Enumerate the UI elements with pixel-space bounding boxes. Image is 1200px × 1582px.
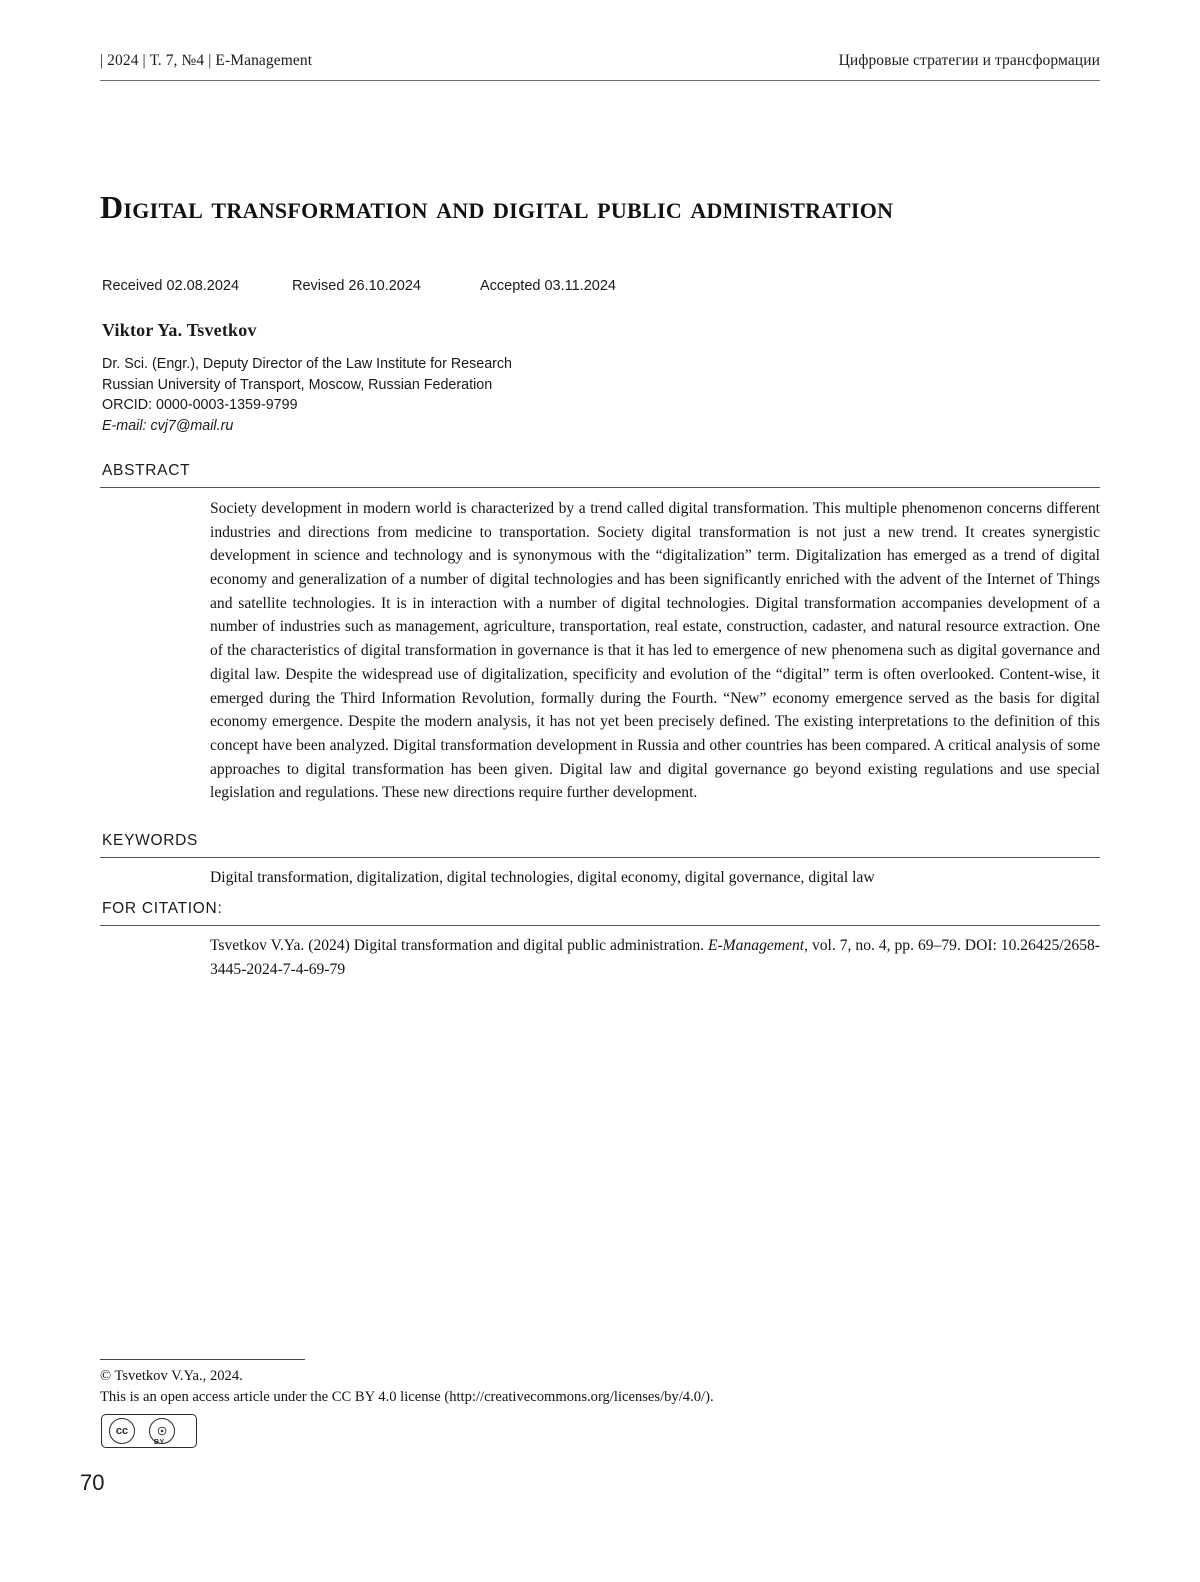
running-head-right: Цифровые стратегии и трансформации: [838, 52, 1100, 69]
author-email[interactable]: E-mail: cvj7@mail.ru: [102, 418, 234, 435]
abstract-heading: ABSTRACT: [102, 462, 191, 479]
keywords-divider: [100, 857, 1100, 858]
running-head: [100, 52, 1100, 70]
affiliation-line-2: Russian University of Transport, Moscow, Russian Federation: [102, 376, 493, 393]
date-revised: Revised 26.10.2024: [292, 278, 421, 294]
citation-text: [210, 934, 1100, 981]
article-dates: [102, 278, 616, 294]
page-title: Digital transformation and digital public administration: [100, 189, 894, 226]
footnote-divider: [100, 1359, 305, 1360]
creative-commons-icon[interactable]: [101, 1414, 197, 1448]
abstract-divider: [100, 487, 1100, 488]
keywords-text: Digital transformation, digitalization, digital technologies, digital economy, digital governance, digital law: [210, 869, 875, 886]
author-orcid: ORCID: 0000-0003-1359-9799: [102, 397, 298, 414]
copyright-line: © Tsvetkov V.Ya., 2024.: [100, 1368, 243, 1384]
citation-journal: E-Management: [707, 937, 805, 954]
running-head-left: | 2024 | Т. 7, №4 | E-Management: [100, 52, 313, 69]
cc-circle-icon: cc: [109, 1418, 135, 1444]
citation-part-1: Tsvetkov V.Ya. (2024) Digital transformation and digital public administration.: [210, 937, 708, 954]
author-name: Viktor Ya. Tsvetkov: [102, 320, 257, 340]
footnote: [100, 1366, 1100, 1408]
running-head-divider: [100, 80, 1100, 81]
citation-part-2: , vol. 7, no. 4, pp. 69–79. DOI: 10.26425/2658-3445-2024-7-4-69-79: [210, 937, 1101, 978]
abstract-text: Society development in modern world is characterized by a trend called digital transformation. This multiple phenomenon concerns different industries and directions from medicine to transportation. Society digital transformation is not just a new trend. It creates synergistic development in science and technology and is synonymous with the “digitalization” term. Digitalization has emerged as a trend of digital economy and generalization of a number of digital technologies and has been significantly enriched with the advent of the Internet of Things and satellite technologies. It is in interaction with a number of digital technologies. Digital transformation accompanies development of a number of industries such as management, agriculture, transportation, real estate, construction, cadaster, and natural resource extraction. One of the characteristics of digital transformation in governance is that it has led to emergence of new phenomena such as digital governance and digital law. Despite the widespread use of digitalization, specificity and evolution of the “digital” term is often overlooked. Content-wise, it emerged during the Third Information Revolution, formally during the Fourth. “New” economy emergence served as the basis for digital economy emergence. Despite the modern analysis, it has not yet been precisely defined. The existing interpretations to the definition of this concept have been analyzed. Digital transformation development in Russia and other countries has been compared. A critical analysis of some approaches to digital transformation has been given. Digital law and digital governance go beyond existing regulations and use special legislation and regulations. These new directions require further development.: [210, 500, 1100, 802]
keywords-heading: KEYWORDS: [102, 832, 199, 849]
date-accepted: Accepted 03.11.2024: [480, 278, 616, 294]
citation-divider: [100, 925, 1100, 926]
cc-by-person-icon: ☉: [149, 1418, 175, 1444]
cc-by-label: BY: [154, 1439, 165, 1446]
citation-heading: FOR CITATION:: [102, 900, 223, 917]
page-number: 70: [80, 1470, 105, 1495]
affiliation-line-1: Dr. Sci. (Engr.), Deputy Director of the Law Institute for Research: [102, 356, 513, 372]
date-received: Received 02.08.2024: [102, 278, 240, 294]
author-affiliation: [102, 354, 512, 437]
license-line: This is an open access article under the CC BY 4.0 license (http://creativecommons.org/licenses/by/4.0/).: [100, 1389, 714, 1406]
